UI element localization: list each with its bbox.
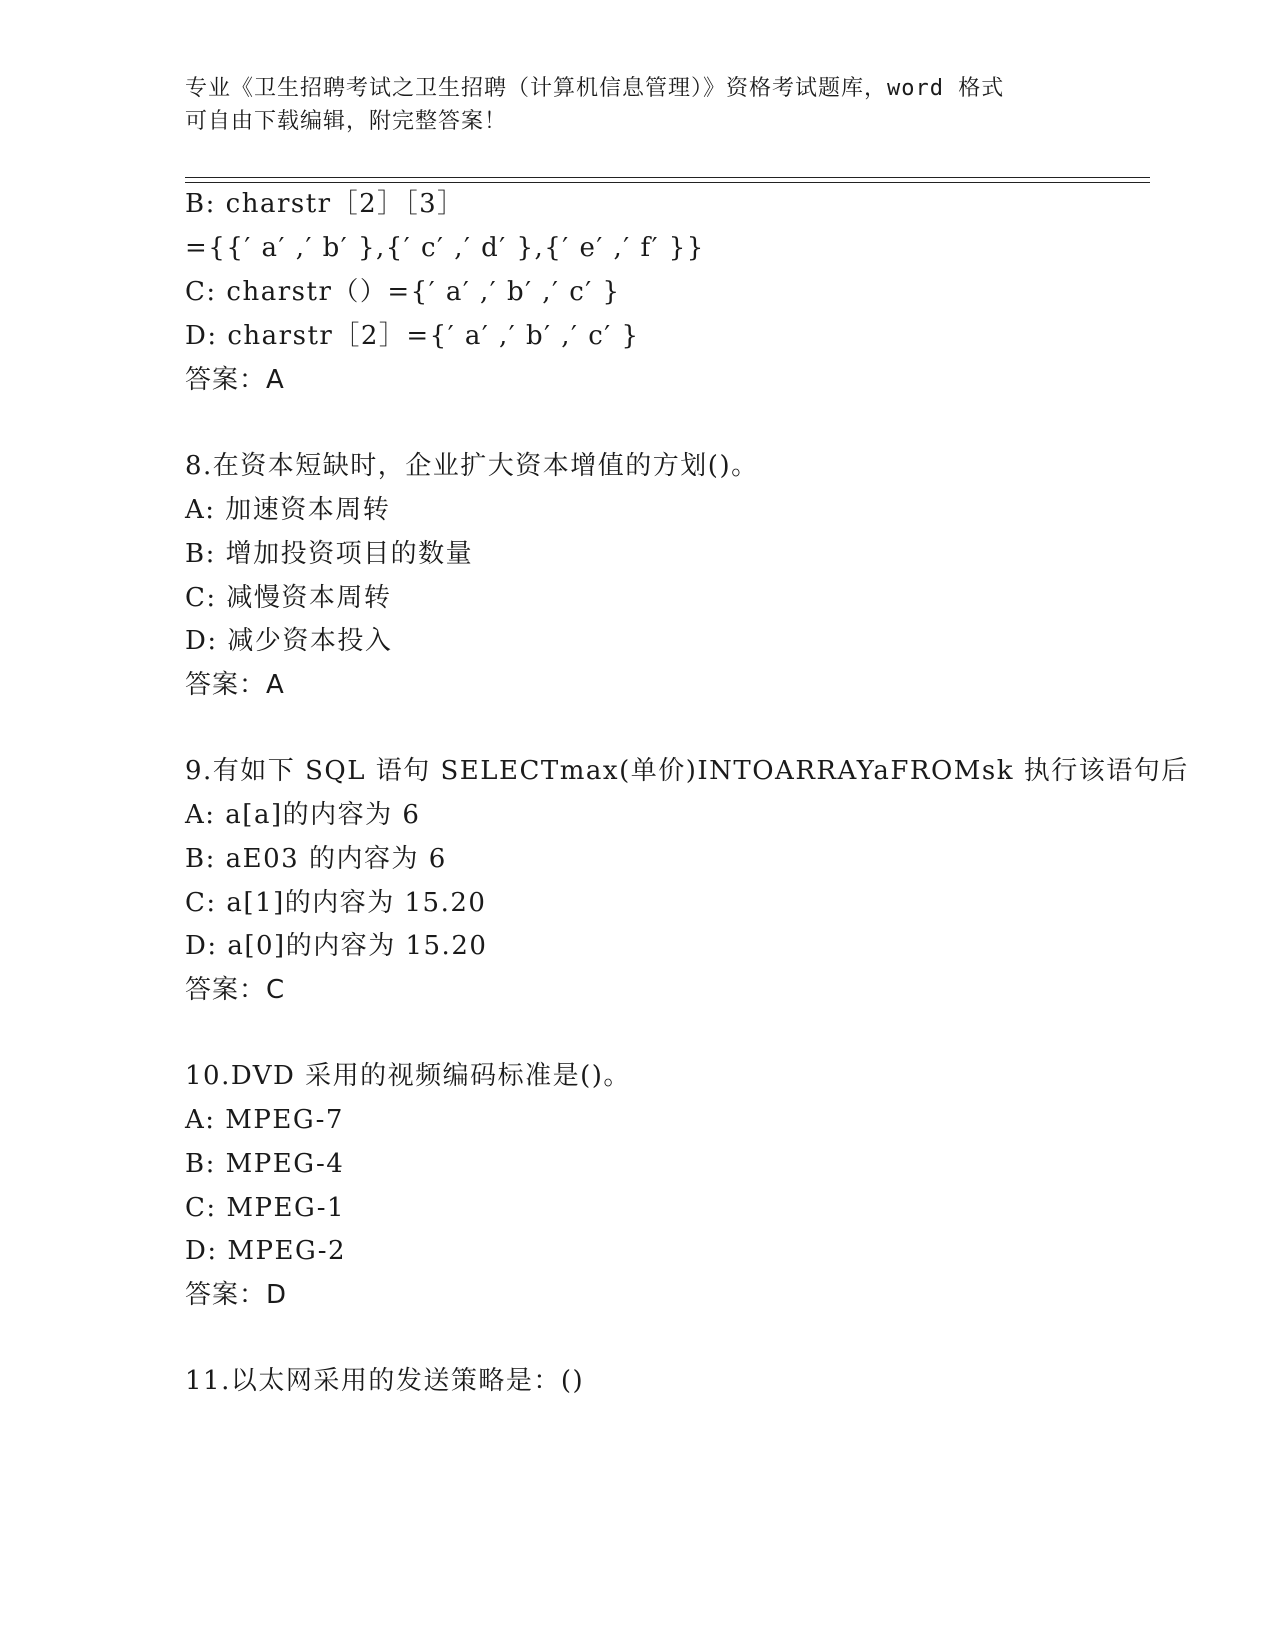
option-d-line: D: charstr［2］={′ a′ ,′ b′ ,′ c′ }	[185, 321, 640, 351]
question-9-option-d: D: a[0]的内容为 15.20	[185, 931, 488, 961]
question-9-option-c: C: a[1]的内容为 15.20	[185, 888, 487, 918]
header-line-1: 专业《卫生招聘考试之卫生招聘（计算机信息管理）》资格考试题库，word 格式	[185, 76, 1005, 101]
question-8-option-b: B: 增加投资项目的数量	[185, 539, 474, 569]
option-c-line: C: charstr（）={′ a′ ,′ b′ ,′ c′ }	[185, 277, 621, 307]
question-11: 11.以太网采用的发送策略是：()	[185, 1366, 585, 1396]
question-10-answer: 答案：D	[185, 1280, 288, 1310]
header-rule-top	[185, 177, 1150, 178]
question-8-option-d: D: 减少资本投入	[185, 626, 393, 656]
option-b-continuation: ={{′ a′ ,′ b′ },{′ c′ ,′ d′ },{′ e′ ,′ f′ }}	[185, 233, 705, 263]
option-b-line: B: charstr［2］［3］	[185, 189, 465, 219]
question-8: 8.在资本短缺时，企业扩大资本增值的方划()。	[185, 451, 759, 481]
header-line-2: 可自由下载编辑，附完整答案！	[185, 109, 508, 134]
answer-line: 答案：A	[185, 365, 285, 395]
header-rule-bottom	[185, 182, 1150, 183]
question-8-answer: 答案：A	[185, 670, 285, 700]
question-8-option-c: C: 减慢资本周转	[185, 583, 392, 613]
question-9: 9.有如下 SQL 语句 SELECTmax(单价)INTOARRAYaFROMsk 执行该语句后	[185, 756, 1189, 786]
question-9-answer: 答案：C	[185, 975, 286, 1005]
question-10-option-a: A: MPEG-7	[185, 1105, 344, 1135]
question-10-option-d: D: MPEG-2	[185, 1236, 347, 1266]
question-10-option-c: C: MPEG-1	[185, 1193, 346, 1223]
question-10-option-b: B: MPEG-4	[185, 1149, 345, 1179]
question-8-option-a: A: 加速资本周转	[185, 495, 391, 525]
question-10: 10.DVD 采用的视频编码标准是()。	[185, 1061, 631, 1091]
question-9-option-a: A: a[a]的内容为 6	[185, 800, 421, 830]
document-header	[185, 72, 1065, 138]
question-9-option-b: B: aE03 的内容为 6	[185, 844, 447, 874]
